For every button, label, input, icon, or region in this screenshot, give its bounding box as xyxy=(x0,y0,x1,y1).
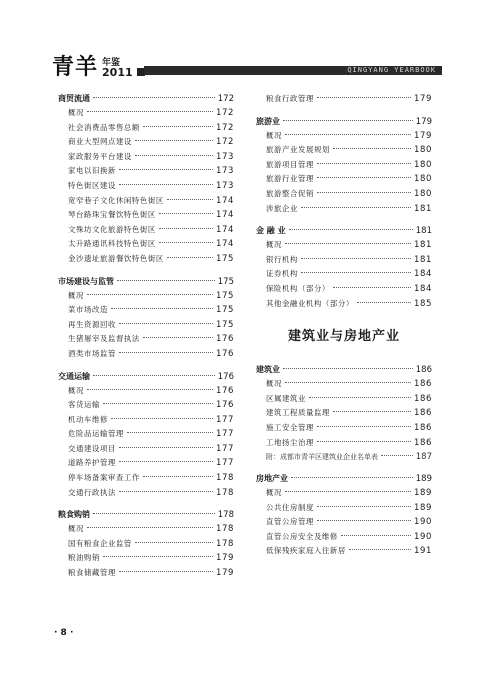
toc-entry-title: 太升路通讯科技特色街区 xyxy=(68,239,156,249)
toc-entry-title: 社会消费品零售总额 xyxy=(68,122,140,132)
toc-page-number: 186 xyxy=(413,437,432,448)
toc-entry-title: 旅游行业管理 xyxy=(266,174,314,184)
toc-page-number: 178 xyxy=(215,524,234,535)
toc-entry-title: 道路养护管理 xyxy=(68,458,116,468)
dot-leader xyxy=(317,97,411,98)
toc-section[interactable] xyxy=(256,224,432,238)
toc-entry-title: 概况 xyxy=(266,379,282,389)
dot-leader xyxy=(317,177,411,178)
toc-page-number: 175 xyxy=(215,253,234,264)
toc-entry-title: 旅游产业发展规划 xyxy=(266,145,330,155)
dot-leader xyxy=(317,506,411,507)
toc-page-number: 189 xyxy=(415,474,432,485)
toc-entry[interactable] xyxy=(256,238,432,253)
toc-spacer xyxy=(58,267,234,275)
toc-entry-title: 附：成都市青羊区建筑业企业名单表 xyxy=(266,453,378,462)
toc-spacer xyxy=(58,362,234,370)
toc-page-number: 180 xyxy=(413,145,432,156)
dot-leader xyxy=(283,120,413,121)
dot-leader xyxy=(289,229,413,230)
toc-page-number: 189 xyxy=(413,488,432,499)
yearbook-label: 年鉴 xyxy=(102,58,121,68)
toc-entry-title: 金 融 业 xyxy=(256,226,286,236)
toc-page-number: 174 xyxy=(215,210,234,221)
toc-entry-title: 概况 xyxy=(68,524,84,534)
dot-leader xyxy=(119,447,213,448)
toc-entry-title: 房地产业 xyxy=(256,474,288,484)
dot-leader xyxy=(301,272,411,273)
toc-entry-title: 危险品运输管理 xyxy=(68,429,124,439)
toc-page-number: 186 xyxy=(413,408,432,419)
toc-entry[interactable] xyxy=(256,158,432,173)
toc-page-number: 180 xyxy=(413,159,432,170)
toc-page-number: 186 xyxy=(413,422,432,433)
dot-leader xyxy=(341,535,411,536)
toc-page-number: 181 xyxy=(413,240,432,251)
toc-page-number: 177 xyxy=(215,414,234,425)
toc-page-number: 186 xyxy=(413,393,432,404)
toc-entry-title: 概况 xyxy=(266,240,282,250)
dot-leader xyxy=(135,140,213,141)
toc-entry[interactable] xyxy=(256,421,432,436)
yearbook-year: 2011 xyxy=(102,66,133,79)
toc-entry[interactable] xyxy=(256,486,432,501)
toc-page-number: 172 xyxy=(215,122,234,133)
toc-page-number: 173 xyxy=(215,180,234,191)
toc-entry[interactable] xyxy=(58,208,234,223)
part-title: 建筑业与房地产业 xyxy=(287,329,400,345)
toc-page-number: 190 xyxy=(413,517,432,528)
toc-entry-title: 涉旅企业 xyxy=(266,203,298,213)
dot-leader xyxy=(87,527,213,528)
toc-entry[interactable] xyxy=(58,332,234,347)
toc-entry-title: 概况 xyxy=(266,130,282,140)
dot-leader xyxy=(135,155,213,156)
toc-entry-title: 文殊坊文化旅游特色街区 xyxy=(68,224,156,234)
toc-entry-title: 机动车维修 xyxy=(68,414,108,424)
toc-entry[interactable] xyxy=(58,442,234,457)
toc-page-number: 184 xyxy=(413,269,432,280)
toc-page-number: 179 xyxy=(215,553,234,564)
toc-entry-title: 粮食储藏管理 xyxy=(68,568,116,578)
dot-leader xyxy=(285,491,411,492)
toc-section[interactable] xyxy=(58,275,234,289)
toc-entry-title: 市场建设与监管 xyxy=(58,276,114,286)
dot-leader xyxy=(317,441,411,442)
dot-leader xyxy=(119,461,213,462)
toc-entry[interactable] xyxy=(58,121,234,136)
toc-entry[interactable] xyxy=(58,252,234,267)
toc-page-number: 187 xyxy=(415,452,432,463)
toc-spacer xyxy=(58,500,234,508)
toc-page-number: 173 xyxy=(215,151,234,162)
toc-entry[interactable] xyxy=(58,150,234,165)
dot-leader xyxy=(135,542,213,543)
toc-entry[interactable] xyxy=(256,501,432,516)
toc-entry-title: 商业大型网点建设 xyxy=(68,137,132,147)
toc-entry-title: 直管公房安全及维修 xyxy=(266,531,338,541)
toc-entry-title: 区属建筑业 xyxy=(266,393,306,403)
toc-entry-title: 交通建设项目 xyxy=(68,443,116,453)
dot-leader xyxy=(301,258,411,259)
toc-page-number: 176 xyxy=(215,385,234,396)
header-bar-text: QINGYANG YEARBOOK xyxy=(347,66,436,74)
toc-entry[interactable] xyxy=(256,187,432,202)
dot-leader xyxy=(357,302,411,303)
toc-entry[interactable] xyxy=(58,289,234,304)
dot-leader xyxy=(285,382,411,383)
toc-entry-title: 旅游业 xyxy=(256,116,280,126)
dot-leader xyxy=(291,477,413,478)
dot-leader xyxy=(87,294,213,295)
toc-entry[interactable] xyxy=(58,537,234,552)
toc-entry[interactable] xyxy=(58,456,234,471)
toc-entry[interactable] xyxy=(58,347,234,362)
toc-entry[interactable] xyxy=(58,318,234,333)
toc-page-number: 185 xyxy=(413,298,432,309)
dot-leader xyxy=(111,308,213,309)
toc-entry[interactable] xyxy=(58,471,234,486)
toc-entry-title: 家电以旧换新 xyxy=(68,166,116,176)
toc-section[interactable] xyxy=(256,363,432,377)
toc-entry[interactable] xyxy=(58,194,234,209)
dot-leader xyxy=(317,163,411,164)
dot-leader xyxy=(167,199,213,200)
toc-entry-title: 低保残疾家庭入住新居 xyxy=(266,546,346,556)
toc-note[interactable] xyxy=(256,450,432,464)
toc-entry[interactable] xyxy=(58,384,234,399)
toc-entry-title: 其他金融业机构（部分） xyxy=(266,298,354,308)
toc-spacer xyxy=(256,311,432,327)
toc-entry-title: 国有粮食企业监管 xyxy=(68,538,132,548)
toc-entry[interactable] xyxy=(256,92,432,107)
toc-entry[interactable] xyxy=(58,413,234,428)
toc-page-number: 175 xyxy=(217,276,234,287)
toc-entry-title: 概况 xyxy=(68,385,84,395)
toc-entry-title: 商贸流通 xyxy=(58,94,90,103)
toc-entry[interactable] xyxy=(256,282,432,297)
page-header xyxy=(52,50,442,78)
dot-leader xyxy=(93,513,215,514)
logo-text: 青羊 xyxy=(52,54,99,80)
dot-leader xyxy=(381,455,413,456)
dot-leader xyxy=(317,426,411,427)
dot-leader xyxy=(167,257,213,258)
toc-entry-title: 银行机构 xyxy=(266,254,298,264)
toc-page-number: 180 xyxy=(413,188,432,199)
toc-entry[interactable] xyxy=(256,392,432,407)
dot-leader xyxy=(103,403,213,404)
toc-section[interactable] xyxy=(58,508,234,522)
toc-section[interactable] xyxy=(256,115,432,129)
toc-entry[interactable] xyxy=(58,566,234,581)
dot-leader xyxy=(127,432,213,433)
toc-entry[interactable] xyxy=(58,303,234,318)
toc-entry-title: 客货运输 xyxy=(68,400,100,410)
dot-leader xyxy=(93,97,215,98)
toc-entry-title: 特色街区建设 xyxy=(68,180,116,190)
dot-leader xyxy=(93,375,215,376)
toc-page-number: 181 xyxy=(413,203,432,214)
toc-page-number: 176 xyxy=(215,348,234,359)
toc-entry[interactable] xyxy=(256,202,432,217)
toc-page-number: 176 xyxy=(217,371,234,382)
dot-leader xyxy=(285,243,411,244)
toc-entry-title: 再生资源回收 xyxy=(68,319,116,329)
dot-leader xyxy=(301,207,411,208)
toc-entry[interactable] xyxy=(58,486,234,501)
toc-entry-title: 宽窄巷子文化休闲特色街区 xyxy=(68,195,164,205)
toc-entry-title: 概况 xyxy=(266,488,282,498)
toc-entry-title: 公共住房制度 xyxy=(266,502,314,512)
toc-page-number: 178 xyxy=(215,473,234,484)
toc-page-number: 179 xyxy=(215,568,234,579)
toc-page-number: 190 xyxy=(413,531,432,542)
toc-entry[interactable] xyxy=(256,172,432,187)
toc-page-number: 179 xyxy=(413,130,432,141)
toc-entry-title: 家政服务平台建设 xyxy=(68,151,132,161)
toc-page-number: 174 xyxy=(215,195,234,206)
dot-leader xyxy=(317,520,411,521)
dot-leader xyxy=(87,389,213,390)
toc-entry-title: 粮食行政管理 xyxy=(266,94,314,103)
dot-leader xyxy=(159,242,213,243)
toc-entry[interactable] xyxy=(58,427,234,442)
toc-section[interactable] xyxy=(256,472,432,486)
toc-entry[interactable] xyxy=(58,106,234,121)
dot-leader xyxy=(333,148,411,149)
toc-page-number: 176 xyxy=(215,400,234,411)
toc-page-number: 178 xyxy=(217,510,234,521)
toc-page-number: 174 xyxy=(215,239,234,250)
toc-page-number: 175 xyxy=(215,290,234,301)
toc-page-number: 172 xyxy=(215,137,234,148)
toc-page-number: 178 xyxy=(215,538,234,549)
toc-entry-title: 菜市场改造 xyxy=(68,305,108,315)
toc-page-number: 184 xyxy=(413,283,432,294)
dot-leader xyxy=(159,228,213,229)
toc-page-number: 172 xyxy=(215,108,234,118)
dot-leader xyxy=(117,280,215,281)
toc-entry-title: 交通行政执法 xyxy=(68,487,116,497)
toc-entry-title: 旅游项目管理 xyxy=(266,159,314,169)
toc-entry[interactable] xyxy=(256,297,432,312)
toc-page-number: 177 xyxy=(215,429,234,440)
toc-entry[interactable] xyxy=(256,436,432,451)
dot-leader xyxy=(119,323,213,324)
dot-leader xyxy=(119,491,213,492)
toc-entry-title: 旅游整合促销 xyxy=(266,188,314,198)
toc-entry[interactable] xyxy=(58,135,234,150)
toc-page-number: 175 xyxy=(215,319,234,330)
toc-entry[interactable] xyxy=(256,544,432,559)
dot-leader xyxy=(349,549,411,550)
toc-entry-title: 概况 xyxy=(68,290,84,300)
toc-page-number: 180 xyxy=(413,174,432,185)
toc-entry[interactable] xyxy=(58,551,234,566)
toc-section[interactable] xyxy=(58,370,234,384)
toc-page-number: 176 xyxy=(215,334,234,345)
toc-section[interactable] xyxy=(58,92,234,106)
toc-entry[interactable] xyxy=(256,143,432,158)
toc-entry-title: 证券机构 xyxy=(266,269,298,279)
toc-entry-title: 概况 xyxy=(68,108,84,117)
toc-entry[interactable] xyxy=(256,129,432,144)
toc-entry[interactable] xyxy=(58,164,234,179)
toc-entry[interactable] xyxy=(256,515,432,530)
toc-entry-title: 粮油购销 xyxy=(68,553,100,563)
toc-entry-title: 保险机构（部分） xyxy=(266,283,330,293)
dot-leader xyxy=(119,571,213,572)
toc-page-number: 189 xyxy=(413,502,432,513)
toc-entry-title: 粮食购销 xyxy=(58,510,90,520)
dot-leader xyxy=(143,476,213,477)
toc-page-number: 179 xyxy=(413,94,432,104)
toc-right-column xyxy=(256,92,432,559)
page-number: · 8 · xyxy=(54,628,74,638)
toc-page-number: 175 xyxy=(215,305,234,316)
toc-entry[interactable] xyxy=(256,253,432,268)
toc-entry[interactable] xyxy=(256,406,432,421)
dot-leader xyxy=(119,352,213,353)
toc-page-number: 172 xyxy=(217,94,234,104)
toc-entry-title: 生猪屠宰及监督执法 xyxy=(68,334,140,344)
toc-page-number: 179 xyxy=(415,116,432,127)
toc-entry[interactable] xyxy=(256,377,432,392)
dot-leader xyxy=(317,192,411,193)
dot-leader xyxy=(103,556,213,557)
toc-page-number: 186 xyxy=(415,365,432,376)
toc-page-number: 177 xyxy=(215,443,234,454)
toc-entry[interactable] xyxy=(58,398,234,413)
toc-entry-title: 琴台路珠宝餐饮特色街区 xyxy=(68,210,156,220)
yearbook-logo xyxy=(52,50,145,78)
dot-leader xyxy=(333,411,411,412)
toc-page-number: 177 xyxy=(215,458,234,469)
dot-leader xyxy=(333,287,411,288)
toc-entry[interactable] xyxy=(58,522,234,537)
dot-leader xyxy=(283,368,413,369)
toc-entry-title: 建筑工程质量监理 xyxy=(266,408,330,418)
toc-spacer xyxy=(256,464,432,472)
toc-page-number: 173 xyxy=(215,166,234,177)
toc-entry[interactable] xyxy=(58,237,234,252)
dot-leader xyxy=(87,111,213,112)
toc-entry[interactable] xyxy=(256,530,432,545)
dot-leader xyxy=(111,418,213,419)
toc-entry-title: 金沙遗址旅游餐饮特色街区 xyxy=(68,253,164,263)
toc-page-number: 181 xyxy=(413,254,432,265)
toc-entry-title: 酒类市场监管 xyxy=(68,348,116,358)
dot-leader xyxy=(143,126,213,127)
dot-leader xyxy=(309,397,411,398)
header-bar xyxy=(144,66,442,75)
toc-entry-title: 工地扬尘治理 xyxy=(266,437,314,447)
toc-entry-title: 停车场备案审查工作 xyxy=(68,473,140,483)
dot-leader xyxy=(119,169,213,170)
toc-entry[interactable] xyxy=(58,223,234,238)
dot-leader xyxy=(159,213,213,214)
toc-page-number: 191 xyxy=(413,546,432,557)
toc-entry-title: 建筑业 xyxy=(256,365,280,375)
toc-spacer xyxy=(256,107,432,115)
toc-spacer xyxy=(256,216,432,224)
toc-entry[interactable] xyxy=(256,267,432,282)
toc-page-number: 186 xyxy=(413,379,432,390)
toc-left-column xyxy=(58,92,234,581)
toc-entry-title: 施工安全管理 xyxy=(266,422,314,432)
toc-page-number: 174 xyxy=(215,224,234,235)
toc-spacer xyxy=(256,347,432,363)
toc-entry-title: 交通运输 xyxy=(58,371,90,381)
dot-leader xyxy=(285,134,411,135)
toc-entry-title: 直管公房管理 xyxy=(266,517,314,527)
toc-page-number: 181 xyxy=(415,226,432,237)
toc-page-number: 178 xyxy=(215,487,234,498)
toc-entry[interactable] xyxy=(58,179,234,194)
dot-leader xyxy=(119,184,213,185)
dot-leader xyxy=(143,337,213,338)
